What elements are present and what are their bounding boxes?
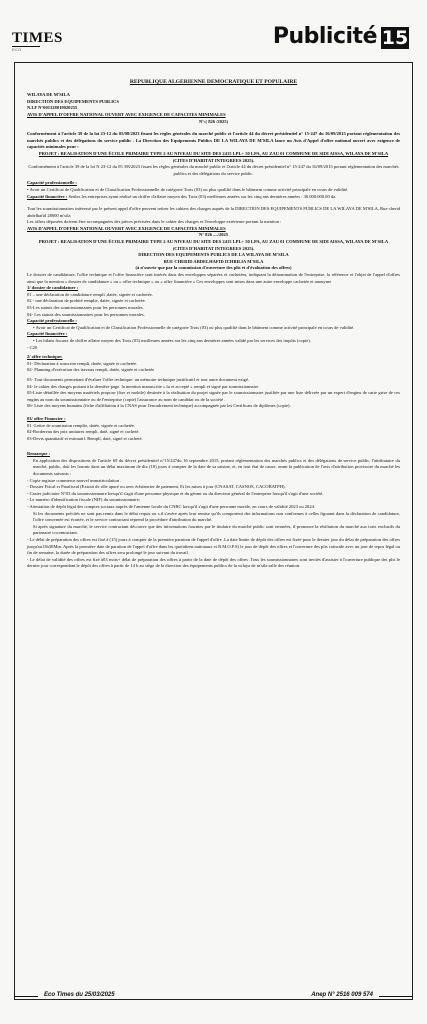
dossier-paragraph: Le dossier de candidature, l'offre technique et l'offre financière sont insérés dans des enveloppes séparées et cachetées, indiquant la dénomination de l'entreprise, la référence et l'objet de l'appel d'offres ainsi que la mention « dossier de candidature » ou « offre technique » ou « offre financière » Ces enveloppes sont mises dans une autre enveloppe cachetée et anonyme [27,272,400,284]
footer-rule-left [14,996,38,997]
logo-subtitle: ECO [12,47,22,52]
financial-offer-label: 03/ offre Financier : [27,415,66,421]
remark-paragraph-5: - Le délai de validité des offres est fixé à03 mois+ délai de préparation des offres à partir de la date de dépôt des offres .Tous les soumissionnaires sont invités d'assister à l'ouverture publique des plis le dernier jour correspondant le dépôt des offres à partir de 14 h au siège de la direction des équipements publics de la wilaya de m'sila salle des réunion. [27,556,400,569]
prof-capacity-text-2: • Avoir un Certificat de Qualification et de Classification Professionnelle de catégorie Trois (03) ou plus qualifié dans le bâtiment comme activité principale en cours de validité. [33,324,355,330]
project-title: PROJET : REALISATION D'UNE ÉCOLE PRIMAIRE TYPE 2 AU NIVEAU DU SITE DES 2415 LPL+ 50 LPA, AU ZAU 01 COMMUNE DE SIDI AISSA, WILAYA DE M'SILA [38,150,389,156]
technical-item: 06- Liste des moyens humains (fiche d'affiliation à la CNAS pour l'encadrement technique) accompagnée par les Certificats de diplômes (copie). [27,403,291,409]
project-subtitle: (CITES D'HABITAT INTEGREES 2025). [172,157,255,163]
remark-item: - Attestation de dépôt légal des comptes sociaux auprès de l'antenne locale du CNRC lorsqu'il s'agit d'une personne morale, en cours de validité 2023 ou 2024. [27,504,316,510]
conformity-paragraph: Conformément à l'article 39 de la loi N 23-12 du 05 /08/2023 fixant les règles générales du marché public et l'article 44 du décret présidentiel n° 15-247 du 16/09/2015 portant réglementation des marchés publics et des délégations du service public. [28,164,399,176]
envelope-direction: DIRECTION DES EQUIPEMENTS PUBLICS DE LA WILAYA DE M'SILA [138,252,289,258]
footer-publication: Eco Times du 25/03/2025 [44,992,115,998]
remark-paragraph-4: - Le délai de préparation des offres est fixé à (15) jours à compter de la première parution de l'appel d'offre .La date limite de dépôt des offres est fixée pour le dernier jour du délai de préparation des offres jusqu'au13h30Min. Après la première date de parution de l'appel d'offre dans les quotidiens nationaux et B.M.O.P.S) le jour de dépôt des offres et l'ouverture des plis coïncide avec un jour de repos légal ou fin de semaine, la durée de préparation des offres sera prolongé le jour suivant du travail. [27,537,400,556]
page-number: 15 [381,27,409,49]
candidature-item: 03-Les statuts des soumissionnaires pour les personnes morales. [27,305,144,311]
notice-title: AVIS D'APPEL D'OFFRE NATIONAL OUVERT AVEC EXIGENCE DE CAPACITES MINIMALES [27,111,226,117]
candidature-item: 04- Les statuts des soumissionnaires pour les personnes morales. [27,311,145,317]
technical-item: 02- Planning d'exécution des travaux rempli, datée, signée et cachetée [27,367,155,373]
nif-line: N.I.F N°001328019020255 [27,105,78,111]
remark-label: Remarque : [27,451,51,457]
technical-item: 05-Liste détaillée des moyens matériels propose (fixe et mobile) destinée à la réalisation du projet signée par le soumissionnaire justifiée par une liste délivrée par un expert d'engins de carte grise de ces engins au nom du soumissionnaire ou de l'entreprise (copie) l'assurance au nom de candidat ou de la société . [27,390,400,402]
remark-item: - Le numéro d'identification fiscale (NIF) du soumissionnaire; [27,497,141,503]
intro-paragraph: Conformément à l'article 39 de la loi 23-12 du 05/08/2023 fixant les règles générales du marché public et l'article 44 du décret présidentiel n° 15-247 du 16/09/2015 portant réglementation des marchés publics et des délégations du service public . La Direction des Equipements Publics DE LA WILAYA DE M'SILA lance un Avis d'Appel d'offre national ouvert avec exigence de capacités minimales pour : [27,131,400,150]
republic-header: REPUBLIQUE ALGERIENNE DEMOCRATIQUE ET POPULAIRE [129,79,298,85]
remark-paragraph-3: Si après signature du marché, le service contractant découvre que des informations fournies par le titulaire du marché public sont erronées, il prononce la résiliation du marché aux torts exclusifs du partenaire cocontractant. [33,523,400,536]
candidature-label: 1/ dossier de candidature : [27,285,79,291]
footer [14,992,413,1002]
financial-item: 01 -Lettre de soumission remplie, datée, signée et cachetée. [27,422,136,428]
candidature-item: 01 – une déclaration de candidature rempli ,datée, signée et cachetée. [27,291,153,297]
remark-paragraph-2: Si les documents précités ne sont pas remis dans le délai requis ou s.il s'avère après leur remise qu'ils comportent des informations non conformes à celles figurant dans la déclaration de candidature, l'offre concernée est écartée, et le service contractant reprend la procédure d'attribution du marché. [33,510,400,523]
remark-item: - Copie registre commerce nouvel immatriculation . [27,477,122,483]
envelope-subtitle: (CITES D'HABITAT INTEGREES 2025). [172,245,255,251]
technical-item: 04- le cahier des charges portant à la dernière page. la mention manuscrite « lu et accepté » rempli et signé par soumissionnaire [27,383,259,389]
prof-capacity-label-2: Capacité professionnelle : [27,318,77,324]
technical-offer-label: 2/ offre technique: [27,354,63,360]
section-title: Publicité [272,24,377,49]
prof-capacity-label: Capacité professionnelle : [27,180,77,186]
fin-capacity-text-2: • Les bilans fiscaux de chiffre affaire moyen des Trois (03) meilleures années sur les cinq ans dernières années validé par les services des impôts (copie). [33,337,311,343]
candidature-item: 02 - une déclaration de probité remplie, datée, signée et cachetée. [27,298,146,304]
fin-capacity-label: Capacité financière : [27,193,68,199]
envelope-number: N° 826 ..../2025 [198,232,229,238]
envelope-project: PROJET : REALISATION D'UNE ÉCOLE PRIMAIRE TYPE 2 AU NIVEAU DU SITE DES 2415 LPL+ 50 LPA, AU ZAU 01 COMMUNE DE SIDI AISSA, WILAYA DE M'SILA [38,239,389,245]
c20-line: - C20 [27,344,38,350]
envelope-note: (à n'ouvrir que par la commission d'ouverture des plis et d'évaluation des offres) [135,265,292,271]
direction-line: DIRECTION DES EQUIPEMENTS PUBLICS [27,98,119,104]
envelope-title: AVIS D'APPEL D'OFFRE NATIONAL OUVERT AVEC EXIGENCE DE CAPACITES MINIMALES [27,225,226,231]
fin-capacity-text: Seules les entreprises ayant réalisé un chiffre d'affaire moyen des Trois (03) meilleures années sur les cinq ans dernières années : 30.000.000.00 da. [68,193,337,199]
financial-item: 02-Bordereau des prix unitaires rempli, daté, signé et cacheté. [27,429,140,435]
remark-paragraph: En application des dispositions de l'article 69 du décret présidentiel n°15/247du 16 septembre 2015, portant réglementation des marchés publics et des délégations de service public, l'attributaire du marché, public, doit les fournir dans un délai maximum de dix (10) jours à compter de la date de sa saisine, et, en tout état de cause, avant la publication de l'avis d'attribution provisoire du marché les documents suivants : [33,457,400,477]
offers-paragraph: Les offres déposées doivent être accompagnées des pièces précisées dans le cahier des charges et l'enveloppe extérieure portant la mention : [27,219,282,225]
retrieval-paragraph: Tout les soumissionnaires intéressé par le présent appel d'offre peuvent retirer les cahiers des charges auprès de la DIRECTION DES EQUIPEMENTS PUBLICS DE LA WILAYA DE M'SILA, Rue cherid abdelhafid 28000 m'sila [27,206,400,218]
tender-notice [14,62,413,1000]
envelope-street: RUE CHERID ABDELHAFID ICHBILIA M'SILA [163,258,264,264]
prof-capacity-text: • Avoir un Certificat de Qualification et de Classification Professionnelle de catégorie Trois (03) ou plus qualifié dans le bâtiment comme activité principale en cours de validité. [27,186,349,192]
remark-item: - Casier judiciaire N°03 du soumissionnaire lorsqu'il s'agit d'une personne physique et du gérant ou du directeur général de l'entreprise lorsqu'il s'agit d'une société. [27,490,324,496]
newspaper-logo: TIMES [12,30,63,46]
notice-number: N°:( 826 /2025) [198,118,229,124]
technical-item: 03- Tout documents permettant d'évaluer l'offre technique: un mémoire technique justificatif et tout autre document exigé. [27,376,250,382]
financial-item: 03-Devis quantitatif et estimatif. Rempli, daté, signé et cacheté. [27,435,143,441]
masthead [12,22,415,56]
remark-item: - Dossier Fiscal et Parafiscal (Extrait de rôle apuré ou avec échéancier de paiement, Et les mises à jour (CNASAT, CASNOS, CACOBATPH). [27,484,286,490]
technical-item: 01- Déclaration à souscrire rempli, datée, signée et cachetée. [27,360,138,366]
footer-rule-right [379,996,413,997]
wilaya-line: WILAYA DE M'SILA [27,92,70,98]
fin-capacity-label-2: Capacité financière : [27,331,68,337]
footer-anep: Anep N° 2516 009 574 [311,992,373,998]
